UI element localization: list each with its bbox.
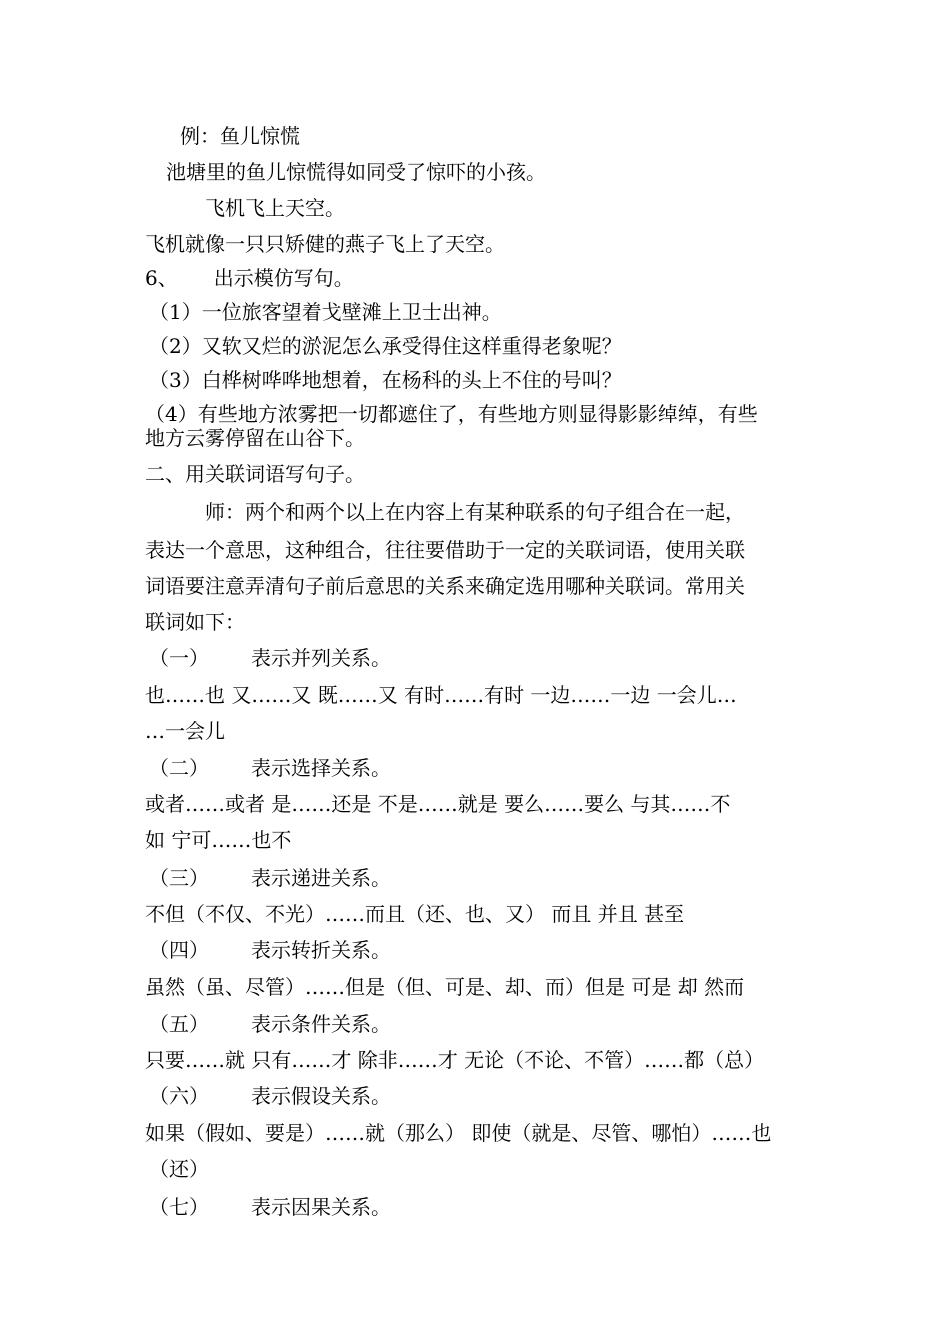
example-phrase-2: 飞机飞上天空。 <box>205 196 345 220</box>
category-6-title: 表示假设关系。 <box>251 1084 391 1108</box>
teacher-paragraph-line-1: 师：两个和两个以上在内容上有某种联系的句子组合在一起， <box>205 500 745 524</box>
imitation-item-3: （3）白桦树哗哗地想着，在杨科的头上不住的号叫？ <box>149 368 622 392</box>
category-1-number: （一） <box>149 646 209 670</box>
category-1-words-line-1: 也……也 又……又 既……又 有时……有时 一边……一边 一会儿… <box>145 683 737 707</box>
category-1-words-line-2: …一会儿 <box>145 719 225 743</box>
category-4-number: （四） <box>149 938 209 962</box>
category-4-words: 虽然（虽、尽管）……但是（但、可是、却、而）但是 可是 却 然而 <box>145 975 745 999</box>
imitation-item-1: （1）一位旅客望着戈壁滩上卫士出神。 <box>149 300 502 324</box>
category-6-heading <box>149 1084 391 1108</box>
part-2-heading: 二、用关联词语写句子。 <box>145 462 365 486</box>
category-6-number: （六） <box>149 1084 209 1108</box>
teacher-paragraph-line-3: 词语要注意弄清句子前后意思的关系来确定选用哪种关联词。常用关 <box>145 574 745 598</box>
category-2-words-line-1: 或者……或者 是……还是 不是……就是 要么……要么 与其……不 <box>145 792 731 816</box>
category-4-title: 表示转折关系。 <box>251 938 391 962</box>
category-3-title: 表示递进关系。 <box>251 866 391 890</box>
category-4-heading <box>149 938 391 962</box>
category-6-words-line-1: 如果（假如、要是）……就（那么） 即使（就是、尽管、哪怕）……也 <box>145 1121 772 1145</box>
teacher-paragraph-line-2: 表达一个意思，这种组合，往往要借助于一定的关联词语，使用关联 <box>145 538 745 562</box>
category-2-heading <box>149 756 391 780</box>
category-7-heading <box>149 1195 391 1219</box>
category-7-title: 表示因果关系。 <box>251 1195 391 1219</box>
category-2-words-line-2: 如 宁可……也不 <box>145 828 292 852</box>
imitation-item-4-line-1: （4）有些地方浓雾把一切都遮住了，有些地方则显得影影绰绰，有些 <box>145 402 758 426</box>
imitation-item-4-line-2: 地方云雾停留在山谷下。 <box>145 426 365 450</box>
category-7-number: （七） <box>149 1195 209 1219</box>
category-1-title: 表示并列关系。 <box>251 646 391 670</box>
example-sentence-1: 池塘里的鱼儿惊慌得如同受了惊吓的小孩。 <box>166 160 546 184</box>
section-6-number: 6、 <box>145 266 178 290</box>
category-5-words: 只要……就 只有……才 除非……才 无论（不论、不管）……都（总） <box>145 1048 765 1072</box>
example-sentence-2: 飞机就像一只只矫健的燕子飞上了天空。 <box>145 232 505 256</box>
category-5-number: （五） <box>149 1012 209 1036</box>
category-3-words: 不但（不仅、不光）……而且（还、也、又） 而且 并且 甚至 <box>145 902 685 926</box>
category-2-number: （二） <box>149 756 209 780</box>
teacher-paragraph-line-4: 联词如下： <box>145 610 245 634</box>
category-3-heading <box>149 866 391 890</box>
category-1-heading <box>149 646 391 670</box>
example-label: 例：鱼儿惊慌 <box>180 124 300 148</box>
section-6-title: 出示模仿写句。 <box>213 266 354 290</box>
category-5-heading <box>149 1012 391 1036</box>
imitation-item-2: （2）又软又烂的淤泥怎么承受得住这样重得老象呢？ <box>149 334 622 358</box>
category-6-words-line-2: （还） <box>149 1157 209 1181</box>
category-3-number: （三） <box>149 866 209 890</box>
section-6-heading <box>145 266 354 290</box>
category-2-title: 表示选择关系。 <box>251 756 391 780</box>
category-5-title: 表示条件关系。 <box>251 1012 391 1036</box>
